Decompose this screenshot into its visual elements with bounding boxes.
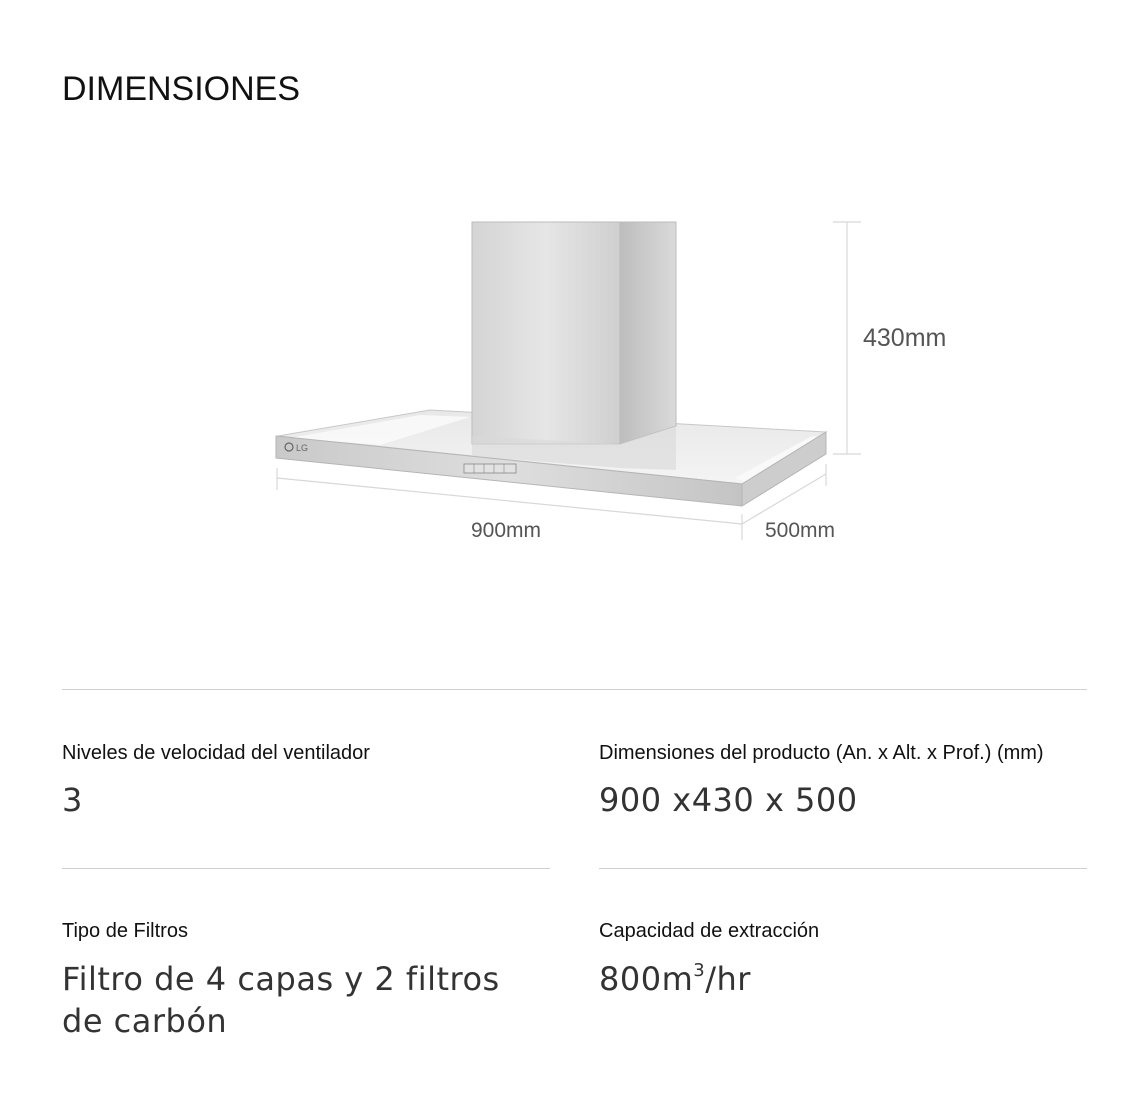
height-label: 430mm: [863, 324, 947, 352]
spec-label-fan-levels: Niveles de velocidad del ventilador: [62, 742, 370, 764]
spec-label-product-dimensions: Dimensiones del producto (An. x Alt. x Prof.) (mm): [599, 742, 1044, 764]
divider: [62, 689, 1087, 690]
divider: [599, 868, 1087, 869]
chimney-front: [472, 222, 620, 444]
spec-label-extraction-capacity: Capacidad de extracción: [599, 920, 820, 942]
divider: [62, 868, 550, 869]
chimney-side: [620, 222, 676, 444]
lg-logo: LG: [296, 443, 309, 453]
width-label: 900mm: [471, 519, 542, 542]
spec-label-filter-type: Tipo de Filtros: [62, 920, 188, 942]
control-buttons: [464, 464, 516, 473]
spec-value-extraction-capacity: [599, 958, 1087, 1000]
height-dimension-line: [833, 222, 861, 454]
extraction-number: 800m: [599, 960, 694, 998]
extraction-unit: /hr: [705, 960, 751, 998]
spec-value-fan-levels: 3: [62, 781, 83, 819]
depth-label: 500mm: [765, 519, 836, 542]
extraction-exponent: 3: [693, 960, 706, 981]
spec-value-filter-type: Filtro de 4 capas y 2 filtros de carbón: [62, 960, 500, 1040]
section-title: DIMENSIONES: [62, 70, 301, 108]
spec-value-product-dimensions: 900 x430 x 500: [599, 781, 858, 819]
